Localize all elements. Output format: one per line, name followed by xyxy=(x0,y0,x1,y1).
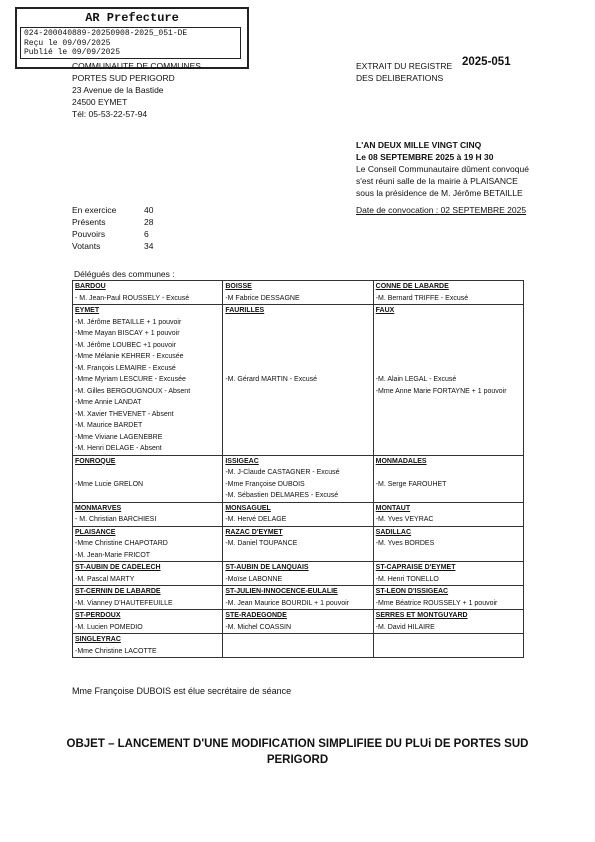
commune-cell xyxy=(223,634,373,658)
commune-cell xyxy=(373,455,523,502)
commune-cell xyxy=(223,610,373,634)
commune-cell xyxy=(73,455,223,502)
commune-cell xyxy=(73,634,223,658)
delegate-entry: -M. Yves BORDES xyxy=(375,540,435,547)
stat-in-office xyxy=(72,204,153,216)
delegate-entry: -M. Bernard TRIFFE - Excusé xyxy=(375,294,469,302)
delegate-entry: -Mme Viviane LAGENEBRE xyxy=(75,433,163,441)
commune-cell xyxy=(73,281,223,305)
commune-cell xyxy=(73,502,223,526)
organisation-address xyxy=(72,60,201,120)
commune-name: CONNE DE LABARDE xyxy=(375,283,449,290)
org-street: 23 Avenue de la Bastide xyxy=(72,85,164,95)
delegate-entry: -M. Lucien POMEDIO xyxy=(75,623,143,631)
table-row xyxy=(73,526,524,562)
commune-name: FONROQUE xyxy=(75,457,116,465)
delegate-entry: -M. Xavier THEVENET - Absent xyxy=(75,410,174,418)
delegate-entry: -M. Gilles BERGOUGNOUX - Absent xyxy=(75,387,191,395)
stamp-line-published: Publié le 09/09/2025 xyxy=(24,48,121,57)
extract-line-1: EXTRAIT DU REGISTRE xyxy=(356,61,453,71)
meeting-line-5: sous la présidence de M. Jérôme BETAILLE xyxy=(356,188,523,198)
commune-name: MONSAGUEL xyxy=(225,504,271,512)
commune-name: FAURILLES xyxy=(225,307,265,314)
delegate-entry xyxy=(225,351,370,363)
commune-name: SADILLAC xyxy=(375,528,412,536)
delegate-entry: -Mme Christine CHAPOTARD xyxy=(75,540,168,547)
commune-cell xyxy=(73,562,223,586)
stamp-title: AR Prefecture xyxy=(85,11,179,25)
commune-name: ST-CERNIN DE LABARDE xyxy=(75,588,161,595)
stat-label: En exercice xyxy=(72,205,117,215)
table-row xyxy=(73,562,524,586)
delegate-entry: -M. Henri TONELLO xyxy=(375,575,439,583)
commune-name: SINGLEYRAC xyxy=(75,636,121,643)
commune-cell xyxy=(223,586,373,610)
org-phone: Tél: 05-53-22-57-94 xyxy=(72,109,148,119)
delegates-label: Délégués des communes : xyxy=(74,269,175,279)
commune-cell xyxy=(73,610,223,634)
delegate-entry: -Moïse LABONNE xyxy=(225,575,283,583)
attendance-stats xyxy=(72,204,153,252)
commune-cell xyxy=(73,526,223,562)
table-row xyxy=(73,281,524,305)
commune-name: ST-AUBIN DE CADELECH xyxy=(75,564,161,571)
commune-name: PLAISANCE xyxy=(75,528,116,536)
delegate-entry: -M. Sébastien DELMARES - Excusé xyxy=(225,492,339,499)
delegate-entry: -Mme Lucie GRELON xyxy=(75,480,144,488)
delegates-table xyxy=(72,280,524,658)
delegate-entry: -M Fabrice DESSAGNE xyxy=(225,294,300,302)
commune-cell xyxy=(73,586,223,610)
delegate-entry: -Mme Annie LANDAT xyxy=(75,399,142,406)
table-row xyxy=(73,455,524,502)
delegate-entry xyxy=(225,317,370,329)
delegate-entry: -M. Jérôme LOUBEC +1 pouvoir xyxy=(75,341,176,349)
commune-cell xyxy=(373,305,523,456)
commune-cell xyxy=(223,562,373,586)
commune-cell xyxy=(373,502,523,526)
table-row xyxy=(73,610,524,634)
commune-name: RAZAC D'EYMET xyxy=(225,528,283,536)
register-extract-title xyxy=(356,60,452,84)
meeting-line-4: s'est réuni salle de la mairie à PLAISANCE xyxy=(356,176,518,186)
table-row xyxy=(73,305,524,456)
commune-name: ST-JULIEN-INNOCENCE-EULALIE xyxy=(225,588,338,595)
stamp-line-id: 024-200040889-20250908-2025_051-DE xyxy=(24,29,188,38)
deliberation-subject: OBJET – LANCEMENT D'UNE MODIFICATION SIMPLIFIEE DU PLUi DE PORTES SUD PERIGORD xyxy=(66,738,529,766)
delegate-entry: -M. Gérard MARTIN - Excusé xyxy=(225,376,317,383)
delegate-entry: -M. Vianney D'HAUTEFEUILLE xyxy=(75,599,173,607)
commune-name: ISSIGEAC xyxy=(225,457,259,465)
stat-label: Présents xyxy=(72,217,106,227)
commune-name: ST-CAPRAISE D'EYMET xyxy=(375,564,456,571)
commune-name: FAUX xyxy=(375,307,395,314)
commune-name: ST-AUBIN DE LANQUAIS xyxy=(225,564,309,571)
delegate-entry: -M. Hervé DELAGE xyxy=(225,516,287,523)
delegate-entry: -M. Jean Maurice BOURDIL + 1 pouvoir xyxy=(225,599,349,607)
delegate-entry: - M. Christian BARCHIESI xyxy=(75,516,157,523)
stamp-line-received: Reçu le 09/09/2025 xyxy=(24,38,111,48)
delegate-entry xyxy=(376,363,521,375)
delegate-entry xyxy=(376,317,521,329)
deliberation-number: 2025-051 xyxy=(462,56,511,68)
stat-label: Pouvoirs xyxy=(72,229,106,239)
delegate-entry xyxy=(225,340,370,352)
stat-present xyxy=(72,216,153,228)
delegate-entry: -M. Yves VEYRAC xyxy=(375,516,434,523)
commune-name: MONMARVES xyxy=(75,504,122,512)
commune-cell xyxy=(223,526,373,562)
delegate-entry: -M. Pascal MARTY xyxy=(75,575,135,583)
delegate-entry xyxy=(376,467,521,479)
delegate-entry: -Mme Myriam LESCURE - Excusée xyxy=(75,376,186,383)
delegate-entry xyxy=(376,328,521,340)
delegate-entry: -M. Michel COASSIN xyxy=(225,623,292,631)
delegate-entry xyxy=(225,328,370,340)
commune-name: ST-LEON D'ISSIGEAC xyxy=(375,588,449,595)
delegate-entry xyxy=(75,467,220,479)
table-row xyxy=(73,502,524,526)
commune-cell xyxy=(223,281,373,305)
org-name-1: COMMUNAUTE DE COMMUNES xyxy=(72,61,201,71)
commune-cell xyxy=(223,502,373,526)
stat-value: 28 xyxy=(144,217,154,227)
delegate-entry: -Mme Françoise DUBOIS xyxy=(225,480,305,488)
stat-value: 34 xyxy=(144,241,154,251)
meeting-date: Le 08 SEPTEMBRE 2025 à 19 H 30 xyxy=(356,152,494,162)
delegate-entry: -M. Maurice BARDET xyxy=(75,422,143,429)
delegate-entry: -Mme Béatrice ROUSSELY + 1 pouvoir xyxy=(375,599,498,607)
commune-cell xyxy=(73,305,223,456)
org-city: 24500 EYMET xyxy=(72,97,128,107)
commune-name: BOISSE xyxy=(225,283,252,290)
delegate-entry: -M. Henri DELAGE - Absent xyxy=(75,445,162,452)
delegate-entry xyxy=(376,340,521,352)
org-name-2: PORTES SUD PERIGORD xyxy=(72,73,175,83)
meeting-line-3: Le Conseil Communautaire dûment convoqué xyxy=(356,164,529,174)
meeting-info xyxy=(356,139,529,199)
delegate-entry: -M. Daniel TOUPANCE xyxy=(225,540,298,547)
commune-cell xyxy=(223,455,373,502)
stat-value: 40 xyxy=(144,205,154,215)
commune-cell xyxy=(223,305,373,456)
commune-cell xyxy=(373,281,523,305)
commune-name: ST-PERDOUX xyxy=(75,612,121,619)
commune-cell xyxy=(373,634,523,658)
secretary-statement: Mme Françoise DUBOIS est élue secrétaire de séance xyxy=(72,686,292,696)
commune-cell xyxy=(373,586,523,610)
stat-value: 6 xyxy=(144,229,149,239)
table-row xyxy=(73,634,524,658)
commune-cell xyxy=(373,610,523,634)
delegate-entry: -Mme Anne Marie FORTAYNE + 1 pouvoir xyxy=(375,387,507,395)
delegate-entry: -M. Jérôme BETAILLE + 1 pouvoir xyxy=(75,318,182,326)
extract-line-2: DES DELIBERATIONS xyxy=(356,73,444,83)
delegate-entry: -M. Jean-Marie FRICOT xyxy=(75,551,151,559)
convocation-date: Date de convocation : 02 SEPTEMBRE 2025 xyxy=(356,205,527,215)
commune-name xyxy=(376,634,521,646)
delegate-entry: -Mme Mayan BISCAY + 1 pouvoir xyxy=(75,330,180,337)
commune-name: STE-RADEGONDE xyxy=(225,612,287,619)
delegate-entry: -M. Serge FAROUHET xyxy=(375,480,447,488)
table-row xyxy=(73,586,524,610)
commune-cell xyxy=(373,526,523,562)
commune-name: MONTAUT xyxy=(375,504,411,512)
stat-proxies xyxy=(72,228,153,240)
delegate-entry: -M. J-Claude CASTAGNER - Excusé xyxy=(225,469,340,476)
delegate-entry xyxy=(225,363,370,375)
delegate-entry xyxy=(376,351,521,363)
commune-name: MONMADALES xyxy=(375,457,427,465)
delegate-entry: -Mme Christine LACOTTE xyxy=(75,647,157,655)
stat-label: Votants xyxy=(72,241,101,251)
delegate-entry: -M. Alain LEGAL - Excusé xyxy=(375,376,457,383)
stamp-details xyxy=(20,27,241,59)
delegate-entry: -Mme Mélanie KEHRER - Excusée xyxy=(75,353,184,360)
commune-name: SERRES ET MONTGUYARD xyxy=(375,612,468,619)
meeting-year: L'AN DEUX MILLE VINGT CINQ xyxy=(356,140,482,150)
delegate-entry: -M. François LEMAIRE - Excusé xyxy=(75,364,176,372)
commune-name: EYMET xyxy=(75,307,100,314)
commune-name xyxy=(225,634,370,646)
stat-voters xyxy=(72,240,153,252)
delegate-entry: -M. David HILAIRE xyxy=(375,623,435,631)
delegate-entry: - M. Jean-Paul ROUSSELY - Excusé xyxy=(75,294,190,302)
commune-name: BARDOU xyxy=(75,283,106,290)
commune-cell xyxy=(373,562,523,586)
